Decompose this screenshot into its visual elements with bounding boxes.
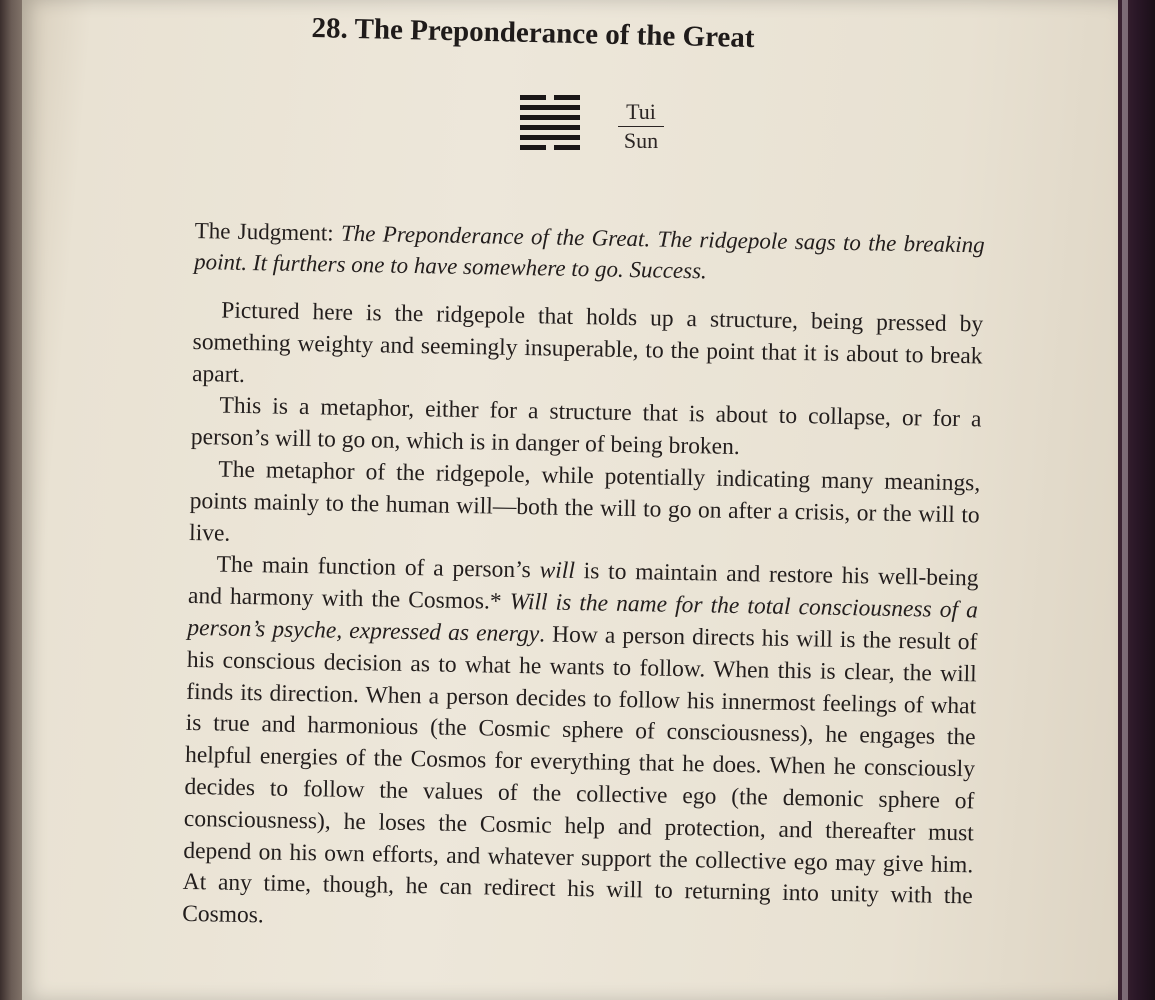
p4-part-a: The main function of a person’s [216, 551, 540, 584]
book-page [22, 0, 1120, 1000]
hexagram-line-6 [520, 95, 580, 100]
p4-part-c: . How a person directs his will is the result of his conscious decision as to what he wants to follow. When this is clear, the will finds its direction. When a person decides to follow his innermost feelings of what is true and harmonious (the Cosmic sphere of consciousness), he engages the helpful energies of the Cosmos for everything that he does. When he consciously decides to follow the values of the collective ego (the demonic sphere of consciousness), he loses the Cosmic help and protection, and thereafter must depend on his own efforts, and whatever support the collective ego may give him. At any time, though, he can redirect his will to returning into unity with the Cosmos. [181, 621, 978, 929]
trigram-lower: Sun [623, 128, 659, 153]
paragraph-3: The metaphor of the ridgepole, while potentially indicating many meanings, points mainly to the human will—both the will to go on after a crisis, or the will to live. [188, 456, 981, 547]
hexagram-line-4 [520, 115, 580, 120]
hexagram-line-1 [520, 145, 580, 150]
hexagram-line-2 [520, 135, 580, 140]
page-edge [1118, 0, 1155, 1000]
chapter-title: 28. The Preponderance of the Great [311, 12, 755, 55]
p4-italic-sentence: Will is the name for the total consciousness of a person’s psyche, expressed as energy [187, 589, 979, 648]
trigram-upper: Tui [618, 100, 664, 127]
judgment-text: The Preponderance of the Great. The ridgepole sags to the breaking point. It furthers one to have somewhere to go. Success. [193, 220, 985, 284]
judgment [194, 215, 985, 291]
paragraph-1: Pictured here is the ridgepole that holds up a structure, being pressed by something weighty and seemingly insuperable, to the point that it is about to break apart. [191, 297, 984, 388]
p4-will: will [539, 557, 576, 585]
hexagram-28-icon [520, 95, 580, 153]
hexagram-line-5 [520, 105, 580, 110]
hexagram-line-3 [520, 125, 580, 130]
paragraph-2: This is a metaphor, either for a structure that is about to collapse, or for a person’s will to go on, which is in danger of being broken. [190, 392, 982, 461]
body-text [182, 215, 985, 945]
judgment-label: The Judgment: [194, 217, 342, 246]
paragraph-4 [182, 549, 979, 945]
trigram-labels [618, 100, 664, 155]
p4-part-b: is to maintain and restore his well-being and harmony with the Cosmos.* [187, 558, 979, 616]
